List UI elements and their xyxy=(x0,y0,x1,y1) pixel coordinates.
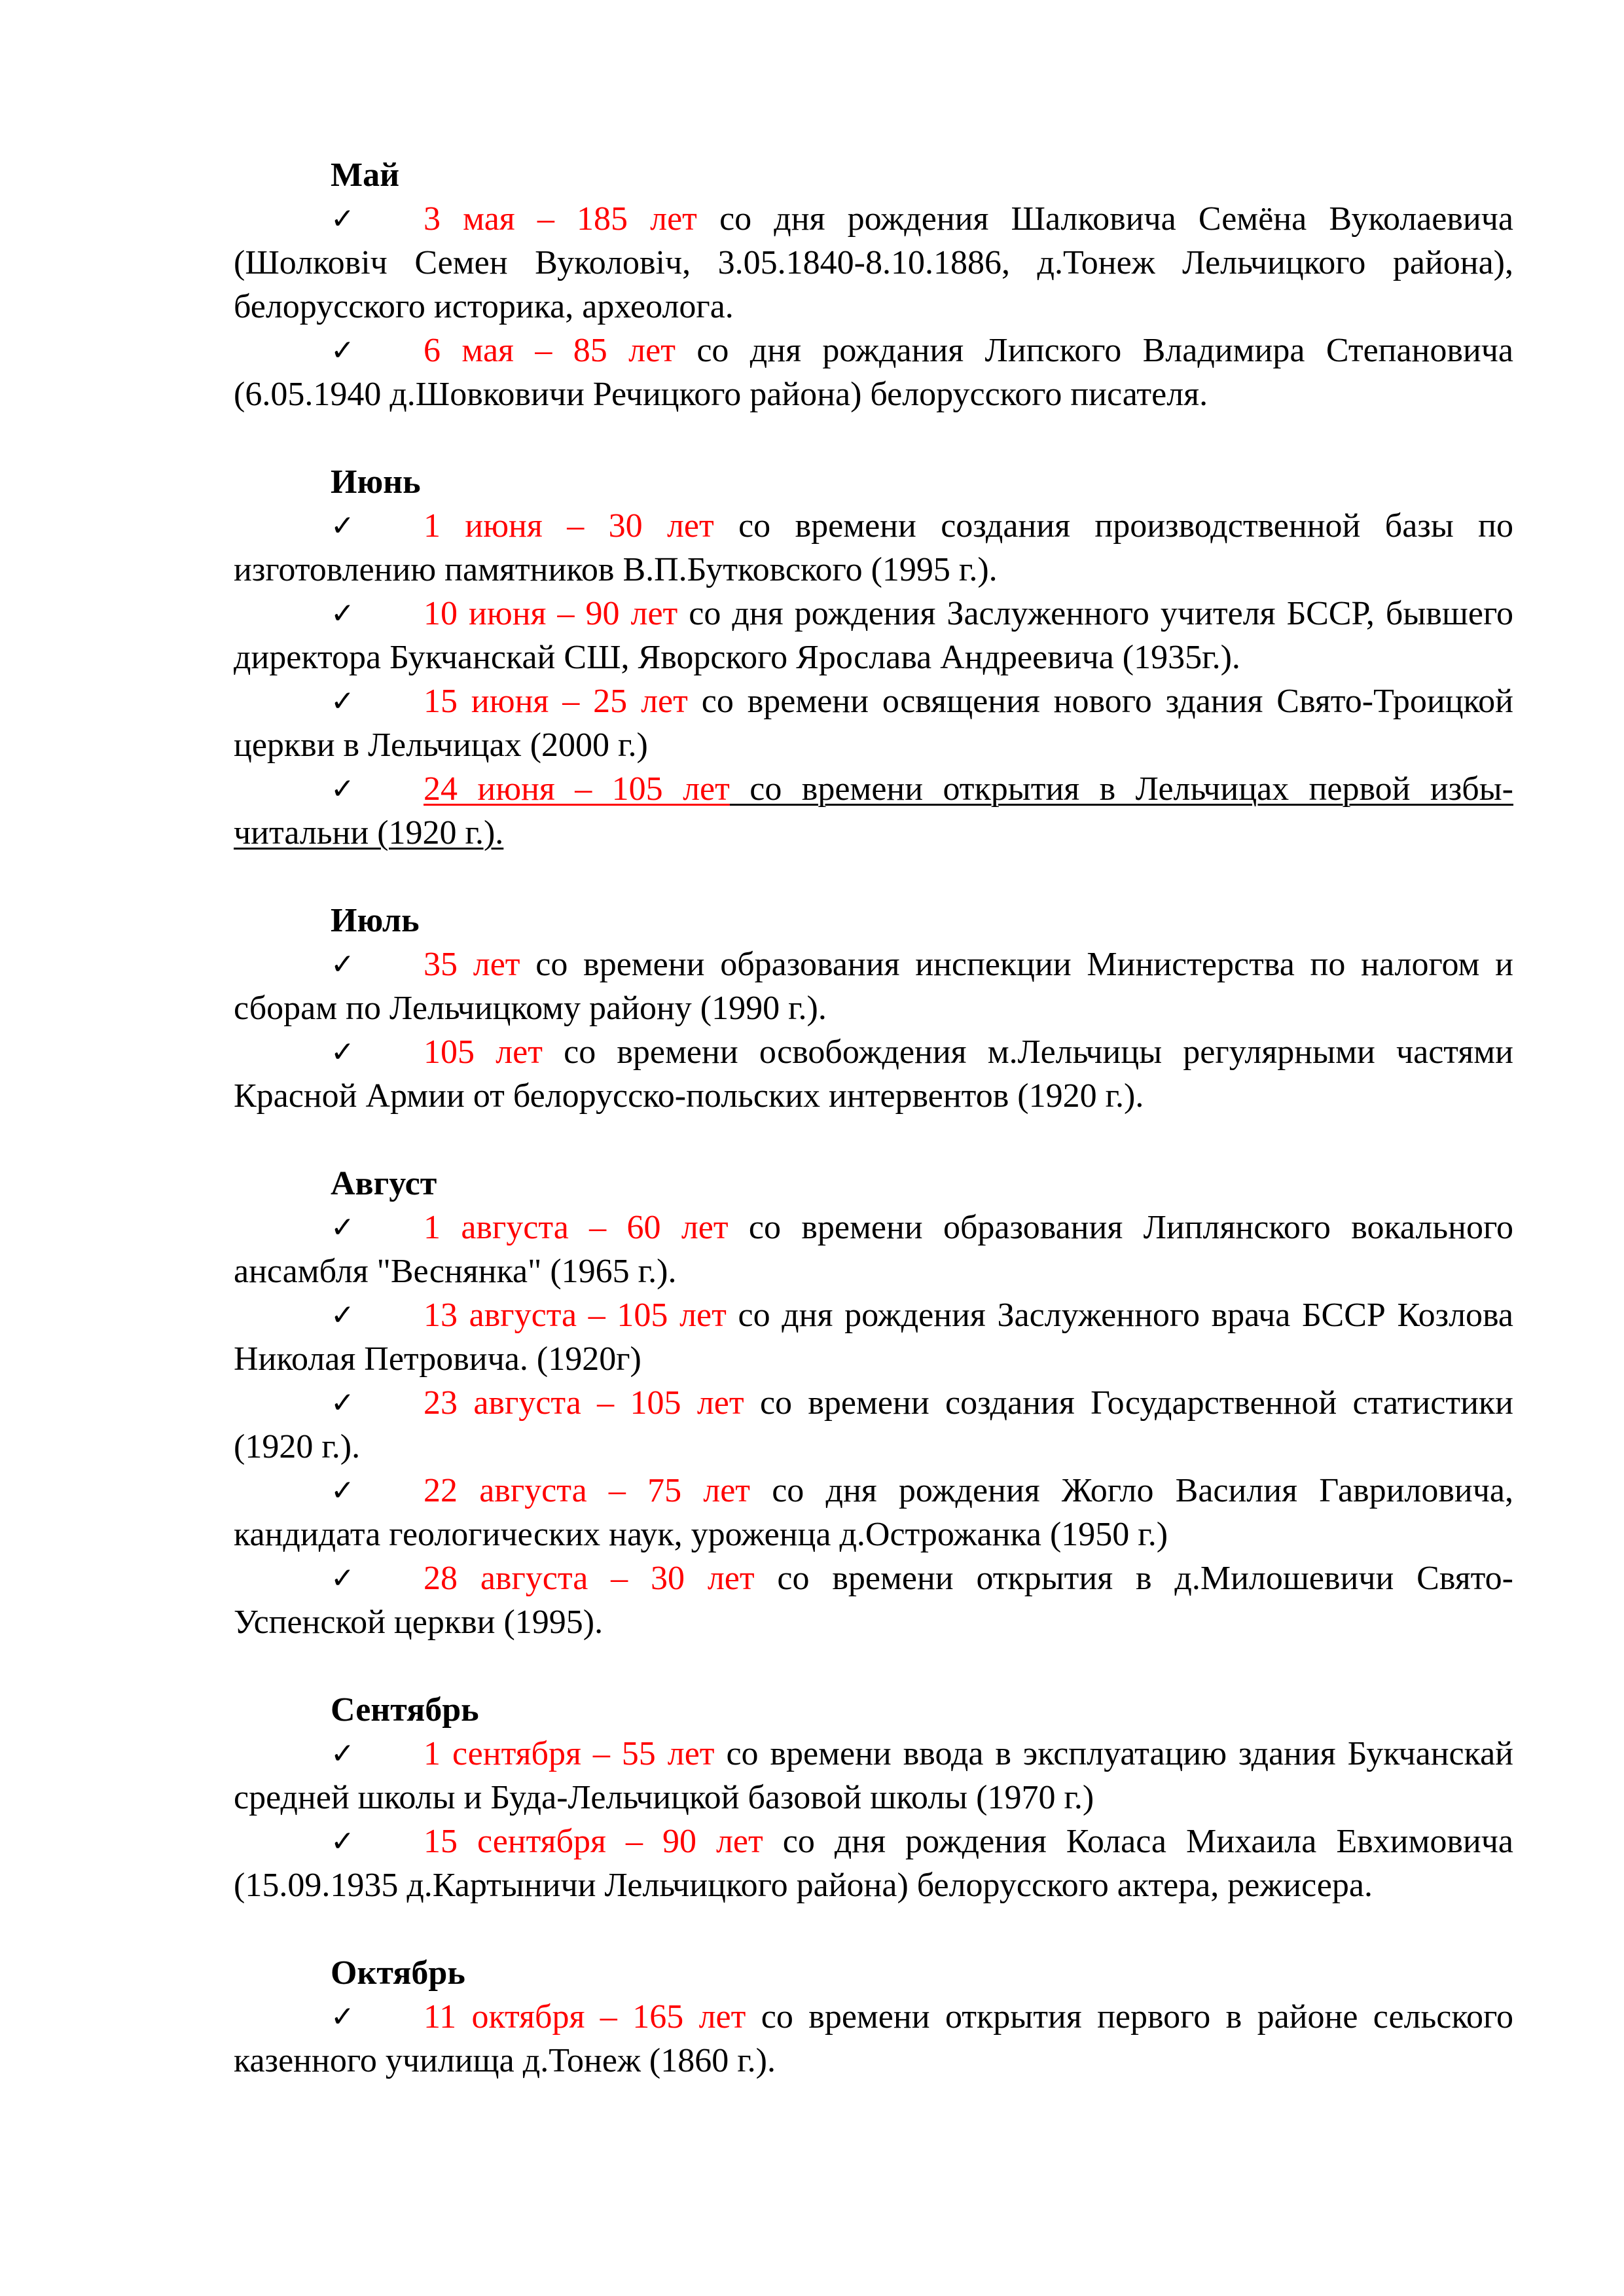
entry-date: 15 июня – 25 лет xyxy=(424,683,688,720)
entry-date: 28 августа – 30 лет xyxy=(424,1560,755,1597)
check-mark-icon: ✓ xyxy=(331,1299,355,1332)
check-mark-icon: ✓ xyxy=(331,509,355,543)
list-item xyxy=(234,1206,1513,1293)
entry-text: со времени открытия в д.Милошевичи Свято-Успенской церкви (1995). xyxy=(234,1560,1513,1641)
list-item xyxy=(234,329,1513,416)
month-heading-october: Октябрь xyxy=(331,1954,465,1992)
month-heading-august: Август xyxy=(331,1165,437,1202)
month-heading-september: Сентябрь xyxy=(331,1691,479,1729)
check-mark-icon: ✓ xyxy=(331,948,355,981)
list-item xyxy=(234,1293,1513,1381)
entry-date: 1 августа – 60 лет xyxy=(424,1209,729,1246)
check-mark-icon: ✓ xyxy=(331,1386,355,1420)
list-item xyxy=(234,1030,1513,1118)
check-mark-icon: ✓ xyxy=(331,1474,355,1507)
entry-text: со времени освобождения м.Лельчицы регулярными частями Красной Армии от белорусско-польских интервентов (1920 г.). xyxy=(234,1033,1513,1115)
entry-text: со времени создания производственной базы по изготовлению памятников В.П.Бутковского (1995 г.). xyxy=(234,507,1513,588)
list-item xyxy=(234,1732,1513,1820)
entry-date: 24 июня – 105 лет xyxy=(424,770,730,808)
entry-date: 11 октября – 165 лет xyxy=(424,1998,746,2036)
check-mark-icon: ✓ xyxy=(331,1211,355,1244)
list-item xyxy=(234,679,1513,767)
entry-date: 3 мая – 185 лет xyxy=(424,200,697,238)
entry-text: со времени создания Государственной статистики (1920 г.). xyxy=(234,1384,1513,1465)
entry-text: со дня рождения Жогло Василия Гавриловича, кандидата геологических наук, уроженца д.Острожанка (1950 г.) xyxy=(234,1472,1513,1553)
list-item xyxy=(234,942,1513,1030)
entry-date: 22 августа – 75 лет xyxy=(424,1472,751,1509)
check-mark-icon: ✓ xyxy=(331,1737,355,1770)
check-mark-icon: ✓ xyxy=(331,1562,355,1595)
check-mark-icon: ✓ xyxy=(331,685,355,718)
document-page xyxy=(234,153,1513,2083)
entry-text: со времени образования Липлянского вокального ансамбля "Веснянка" (1965 г.). xyxy=(234,1209,1513,1290)
list-item xyxy=(234,592,1513,679)
entry-text: со времени ввода в эксплуатацию здания Букчанскай средней школы и Буда-Лельчицкой базовой школы (1970 г.) xyxy=(234,1735,1513,1816)
month-heading-june: Июнь xyxy=(331,463,421,501)
check-mark-icon: ✓ xyxy=(331,1825,355,1858)
entry-date: 6 мая – 85 лет xyxy=(424,332,676,369)
list-item xyxy=(234,1469,1513,1556)
entry-date: 13 августа – 105 лет xyxy=(424,1297,727,1334)
entry-date: 1 июня – 30 лет xyxy=(424,507,714,545)
entry-text: со времени открытия в Лельчицах первой избы-читальни (1920 г.). xyxy=(234,770,1513,852)
entry-text: со дня рождения Заслуженного учителя БССР, бывшего директора Букчанскай СШ, Яворского Ярослава Андреевича (1935г.). xyxy=(234,595,1513,676)
entry-date: 10 июня – 90 лет xyxy=(424,595,678,632)
check-mark-icon: ✓ xyxy=(331,202,355,236)
entry-date: 15 сентября – 90 лет xyxy=(424,1823,763,1860)
entry-text: со времени образования инспекции Министерства по налогом и сборам по Лельчицкому району (1990 г.). xyxy=(234,946,1513,1027)
check-mark-icon: ✓ xyxy=(331,772,355,806)
check-mark-icon: ✓ xyxy=(331,1035,355,1069)
entry-text: со дня рождания Липского Владимира Степановича (6.05.1940 д.Шовковичи Речицкого района) белорусского писателя. xyxy=(234,332,1513,413)
list-item xyxy=(234,1381,1513,1469)
entry-text: со дня рождения Шалковича Семёна Вуколаевича (Шолковіч Семен Вуколовіч, 3.05.1840-8.10.1886, д.Тонеж Лельчицкого района), белорусского историка, археолога. xyxy=(234,200,1513,325)
entry-text: со времени открытия первого в районе сельского казенного училища д.Тонеж (1860 г.). xyxy=(234,1998,1513,2079)
entry-date: 35 лет xyxy=(424,946,520,983)
month-heading-may: Май xyxy=(331,156,400,194)
entry-text: со дня рождения Коласа Михаила Евхимовича (15.09.1935 д.Картыничи Лельчицкого района) белорусского актера, режисера. xyxy=(234,1823,1513,1904)
list-item xyxy=(234,1820,1513,1907)
list-item xyxy=(234,504,1513,592)
list-item xyxy=(234,1556,1513,1644)
entry-date: 1 сентября – 55 лет xyxy=(424,1735,715,1772)
entry-text: со времени освящения нового здания Свято-Троицкой церкви в Лельчицах (2000 г.) xyxy=(234,683,1513,764)
check-mark-icon: ✓ xyxy=(331,597,355,630)
entry-date: 105 лет xyxy=(424,1033,543,1071)
check-mark-icon: ✓ xyxy=(331,334,355,367)
entry-text: со дня рождения Заслуженного врача БССР Козлова Николая Петровича. (1920г) xyxy=(234,1297,1514,1378)
list-item xyxy=(234,767,1513,855)
check-mark-icon: ✓ xyxy=(331,2000,355,2034)
month-heading-july: Июль xyxy=(331,902,420,939)
entry-date: 23 августа – 105 лет xyxy=(424,1384,744,1422)
list-item xyxy=(234,197,1513,329)
list-item xyxy=(234,1995,1513,2083)
